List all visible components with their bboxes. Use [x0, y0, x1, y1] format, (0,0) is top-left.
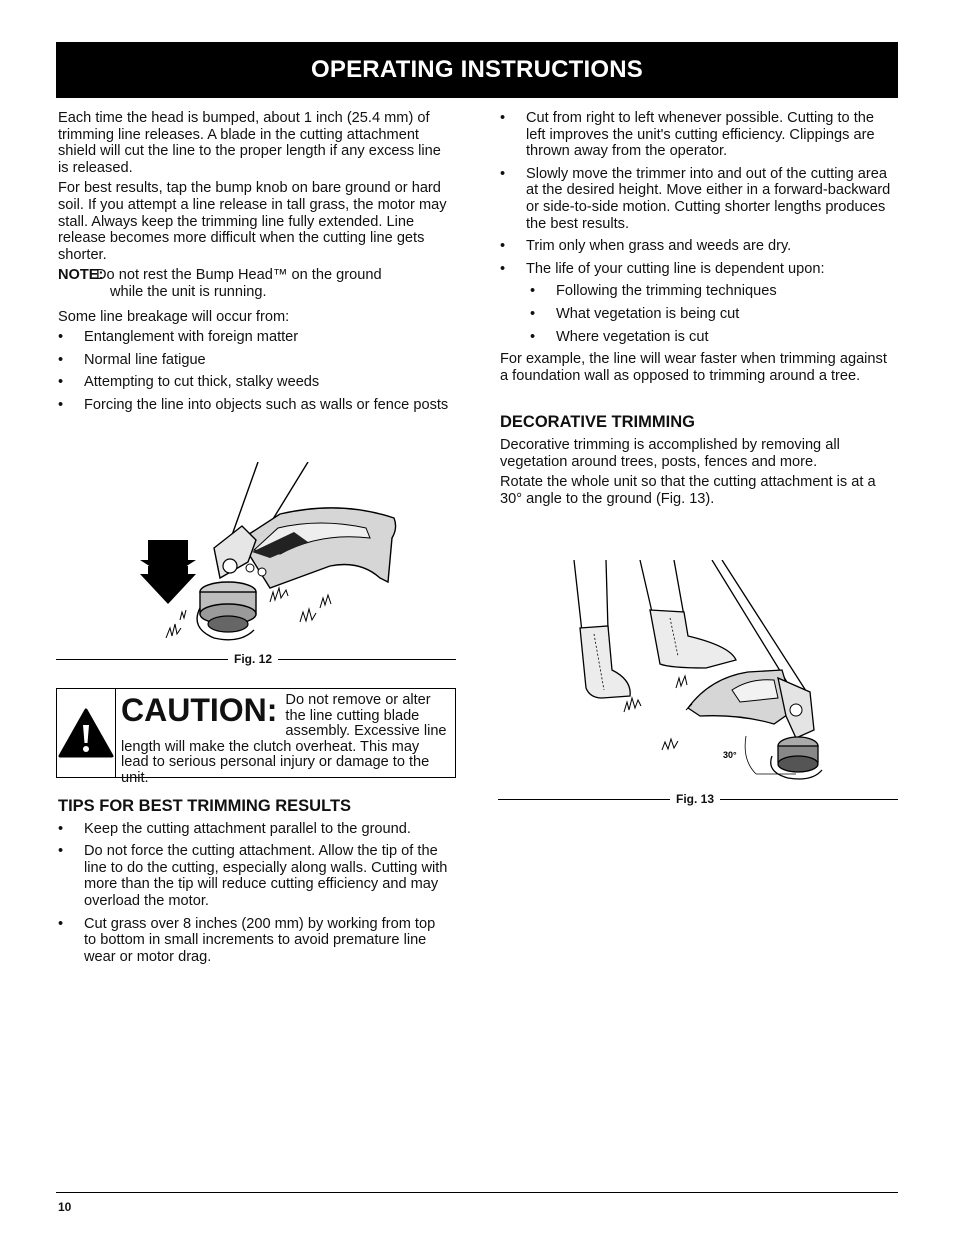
right-column — [500, 110, 896, 511]
warning-triangle-icon — [57, 707, 115, 759]
list-item: • Entanglement with foreign matter — [58, 329, 450, 346]
left-column — [58, 110, 450, 420]
section-header — [56, 42, 898, 98]
paragraph-example: For example, the line will wear faster when trimming against a foundation wall as opposed to trimming around a tree. — [500, 351, 887, 384]
list-item: • Cut from right to left whenever possible. Cutting to the left improves the unit's cutting efficiency. Clippings are thrown away from the operator. — [500, 110, 896, 160]
note-label: NOTE: — [58, 267, 104, 284]
paragraph-decorative-1: Decorative trimming is accomplished by removing all vegetation around trees, posts, fences and more. — [500, 436, 840, 470]
list-item: • Where vegetation is cut — [530, 329, 896, 346]
tips-list — [58, 821, 450, 966]
fig13-label: Fig. 13 — [670, 792, 720, 806]
paragraph-line-release: Each time the head is bumped, about 1 inch (25.4 mm) of trimming line releases. A blade in the cutting attachment shield will cut the line to the proper length if any excess line is released. — [58, 110, 441, 176]
paragraph-decorative-2: Rotate the whole unit so that the cutting attachment is at a 30° angle to the ground (Fig. 13). — [500, 474, 876, 507]
fig12-label: Fig. 12 — [228, 652, 278, 666]
page-number: 10 — [58, 1200, 72, 1214]
caution-box — [56, 688, 456, 786]
list-item: • The life of your cutting line is dependent upon: — [500, 261, 896, 278]
cutting-tips-list — [500, 110, 896, 277]
note-text-line2: while the unit is running. — [110, 283, 267, 300]
list-item: • What vegetation is being cut — [530, 306, 896, 323]
list-item: • Following the trimming techniques — [530, 283, 896, 300]
note-text-line1: Do not rest the Bump Head™ on the ground — [96, 267, 382, 284]
tips-section — [58, 798, 450, 971]
angle-label: 30° — [723, 750, 737, 760]
list-item: • Slowly move the trimmer into and out of the cutting area at the desired height. Move either in a forward-backward or side-to-side motion. Cutting shorter lengths produces the best results. — [500, 166, 896, 232]
tips-heading: TIPS FOR BEST TRIMMING RESULTS — [58, 797, 352, 815]
page-title: OPERATING INSTRUCTIONS — [311, 56, 643, 83]
list-item: • Forcing the line into objects such as walls or fence posts — [58, 397, 450, 414]
list-item: • Trim only when grass and weeds are dry. — [500, 238, 896, 255]
list-item: • Do not force the cutting attachment. Allow the tip of the line to do the cutting, especially along walls. Cutting with more than the tip will reduce cutting efficiency and may overload the motor. — [58, 843, 450, 909]
note — [58, 267, 450, 300]
caution-title: CAUTION: — [121, 692, 278, 728]
breakage-intro: Some line breakage will occur from: — [58, 308, 290, 325]
list-item: • Keep the cutting attachment parallel to the ground. — [58, 821, 450, 838]
decorative-heading: DECORATIVE TRIMMING — [500, 413, 695, 432]
fig12-trimmer-illustration — [130, 462, 410, 650]
caution-text: Do not remove or alter the line cutting blade assembly. Excessive line length will make the clutch overheat. This may lead to serious personal injury or damage to the unit. — [121, 692, 447, 786]
breakage-list — [58, 329, 450, 413]
paragraph-best-results: For best results, tap the bump knob on bare ground or hard soil. If you attempt a line release in tall grass, the motor may stall. Always keep the trimming line fully extended. Line release becomes more difficult when the cutting line gets shorter. — [58, 180, 447, 263]
list-item: • Cut grass over 8 inches (200 mm) by working from top to bottom in small increments to avoid premature line wear or motor drag. — [58, 916, 450, 966]
fig13-decorative-trimming-illustration — [560, 560, 830, 788]
list-item: • Attempting to cut thick, stalky weeds — [58, 374, 450, 391]
footer-rule — [56, 1192, 898, 1193]
list-item: • Normal line fatigue — [58, 352, 450, 369]
line-life-sublist — [530, 283, 896, 345]
